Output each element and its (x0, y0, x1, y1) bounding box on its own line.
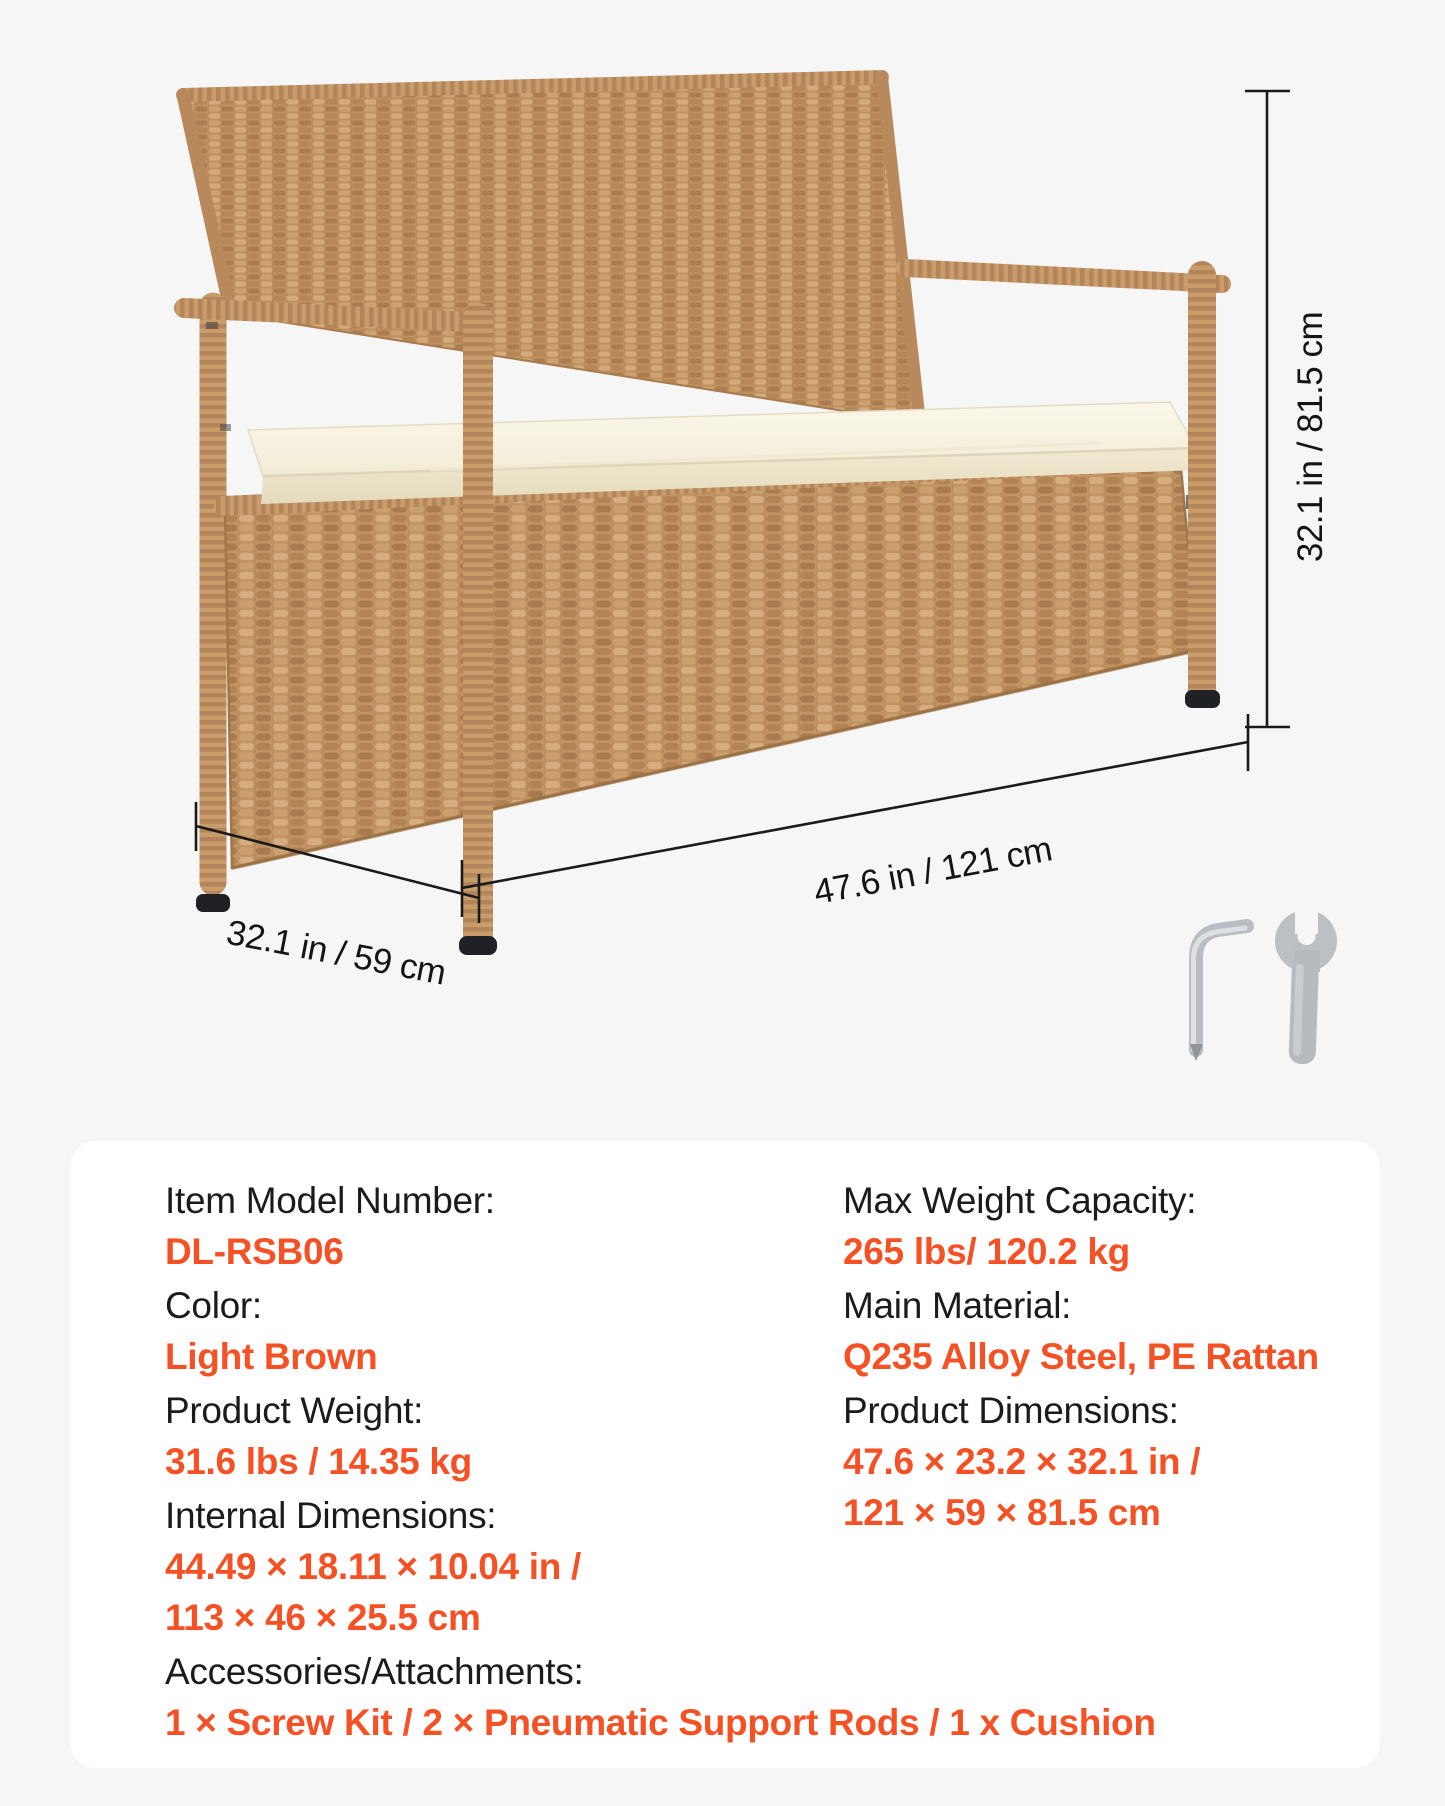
spec-value: 113 × 46 × 25.5 cm (165, 1597, 481, 1638)
spec-value: Q235 Alloy Steel, PE Rattan (843, 1336, 1319, 1377)
spec-value: 31.6 lbs / 14.35 kg (165, 1441, 472, 1482)
spec-value: 121 × 59 × 81.5 cm (843, 1492, 1161, 1533)
bench-back-panel (183, 77, 920, 423)
spec-value: 47.6 × 23.2 × 32.1 in / (843, 1441, 1201, 1482)
bench-foot (1185, 690, 1220, 708)
spec-value: 265 lbs/ 120.2 kg (843, 1231, 1130, 1272)
spec-accessories (165, 1646, 1156, 1748)
spec-item-model-number (165, 1175, 825, 1277)
spec-label: Max Weight Capacity: (843, 1180, 1197, 1221)
spec-label: Product Dimensions: (843, 1390, 1179, 1431)
spec-column-right (843, 1175, 1363, 1541)
spec-label: Main Material: (843, 1285, 1072, 1326)
height-dimension-label: 32.1 in / 81.5 cm (1291, 311, 1330, 563)
spec-value: 1 × Screw Kit / 2 × Pneumatic Support Rods / 1 x Cushion (165, 1702, 1156, 1743)
spec-internal-dimensions (165, 1490, 825, 1643)
spec-label: Product Weight: (165, 1390, 424, 1431)
spec-label: Accessories/Attachments: (165, 1651, 584, 1692)
depth-dimension-label: 32.1 in / 59 cm (223, 912, 449, 993)
width-dimension-label: 47.6 in / 121 cm (810, 829, 1055, 913)
spec-label: Internal Dimensions: (165, 1495, 497, 1536)
bench-rear-left-post (196, 306, 231, 912)
spec-max-weight-capacity (843, 1175, 1363, 1277)
spec-value: Light Brown (165, 1336, 378, 1377)
spec-value: 44.49 × 18.11 × 10.04 in / (165, 1546, 581, 1587)
spec-panel (70, 1141, 1380, 1768)
spec-label: Color: (165, 1285, 262, 1326)
wrench-icon (1275, 898, 1337, 1064)
bench-storage-box (224, 458, 1198, 868)
spec-label: Item Model Number: (165, 1180, 495, 1221)
spec-product-dimensions (843, 1385, 1363, 1538)
dimension-height (1245, 91, 1290, 727)
bench-foot (459, 936, 497, 955)
spec-color (165, 1280, 825, 1382)
spec-product-weight (165, 1385, 825, 1487)
spec-value: DL-RSB06 (165, 1231, 344, 1272)
spec-main-material (843, 1280, 1363, 1382)
bench-foot (196, 894, 230, 912)
allen-key-icon (1190, 926, 1247, 1061)
